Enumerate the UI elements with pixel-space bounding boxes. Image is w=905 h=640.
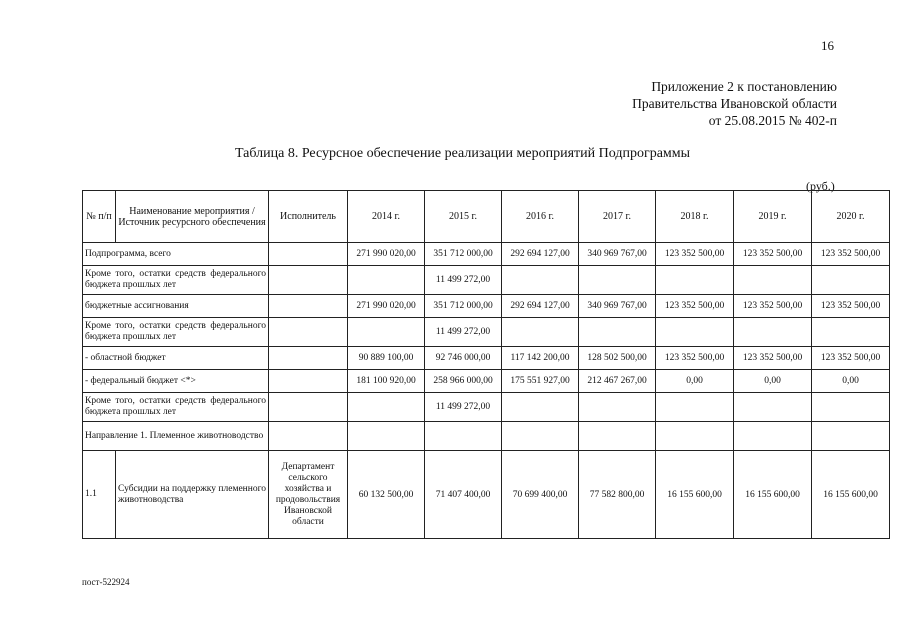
row-value-2014: 271 990 020,00 — [348, 243, 425, 266]
row-executor — [269, 370, 348, 393]
row-value-2017: 340 969 767,00 — [579, 295, 656, 318]
row-value-2019: 123 352 500,00 — [734, 347, 812, 370]
row-value-2014 — [348, 266, 425, 295]
row-value-2020 — [812, 318, 890, 347]
row-label: Кроме того, остатки средств федерального бюджета прошлых лет — [83, 266, 269, 295]
row-value-2016: 175 551 927,00 — [502, 370, 579, 393]
row-value-2014 — [348, 318, 425, 347]
row-value-2017: 212 467 267,00 — [579, 370, 656, 393]
header-year-2018: 2018 г. — [656, 191, 734, 243]
row-value-2020: 0,00 — [812, 370, 890, 393]
header-year-2014: 2014 г. — [348, 191, 425, 243]
header-year-2019: 2019 г. — [734, 191, 812, 243]
table-body — [83, 243, 890, 539]
resource-table — [82, 190, 890, 539]
row-value-2016: 70 699 400,00 — [502, 451, 579, 539]
row-value-2018: 123 352 500,00 — [656, 243, 734, 266]
row-value-2018 — [656, 393, 734, 422]
row-executor — [269, 422, 348, 451]
appendix-line-1: Приложение 2 к постановлению — [651, 79, 837, 94]
row-executor — [269, 347, 348, 370]
row-value-2018: 123 352 500,00 — [656, 295, 734, 318]
row-executor — [269, 318, 348, 347]
table-title: Таблица 8. Ресурсное обеспечение реализации мероприятий Подпрограммы — [234, 146, 691, 161]
row-value-2017: 128 502 500,00 — [579, 347, 656, 370]
row-label: Кроме того, остатки средств федерального бюджета прошлых лет — [83, 393, 269, 422]
row-value-2017 — [579, 318, 656, 347]
row-value-2020: 123 352 500,00 — [812, 243, 890, 266]
row-label: - федеральный бюджет <*> — [83, 370, 269, 393]
row-value-2020 — [812, 393, 890, 422]
row-executor — [269, 243, 348, 266]
row-value-2016 — [502, 266, 579, 295]
row-value-2020 — [812, 422, 890, 451]
row-value-2019 — [734, 266, 812, 295]
table-row — [83, 295, 890, 318]
row-executor — [269, 266, 348, 295]
table-row — [83, 318, 890, 347]
row-value-2015: 11 499 272,00 — [425, 318, 502, 347]
row-value-2019: 123 352 500,00 — [734, 243, 812, 266]
appendix-header — [632, 78, 837, 129]
table-row — [83, 370, 890, 393]
row-value-2020 — [812, 266, 890, 295]
row-value-2014: 271 990 020,00 — [348, 295, 425, 318]
row-label: бюджетные ассигнования — [83, 295, 269, 318]
row-executor — [269, 393, 348, 422]
row-value-2018: 16 155 600,00 — [656, 451, 734, 539]
header-executor: Исполнитель — [269, 191, 348, 243]
row-value-2014 — [348, 393, 425, 422]
row-label: Кроме того, остатки средств федерального бюджета прошлых лет — [83, 318, 269, 347]
row-value-2019: 16 155 600,00 — [734, 451, 812, 539]
table-header-row — [83, 191, 890, 243]
row-value-2017: 77 582 800,00 — [579, 451, 656, 539]
row-value-2019: 0,00 — [734, 370, 812, 393]
page-number: 16 — [821, 38, 834, 53]
table-row — [83, 422, 890, 451]
appendix-line-3: от 25.08.2015 № 402-п — [708, 113, 837, 128]
row-value-2015 — [425, 422, 502, 451]
row-value-2020: 123 352 500,00 — [812, 295, 890, 318]
header-num: № п/п — [83, 191, 116, 243]
appendix-line-2: Правительства Ивановской области — [632, 96, 837, 111]
row-value-2018: 0,00 — [656, 370, 734, 393]
header-year-2020: 2020 г. — [812, 191, 890, 243]
row-value-2016: 292 694 127,00 — [502, 295, 579, 318]
footer-code: пост-522924 — [82, 577, 130, 587]
row-value-2020: 16 155 600,00 — [812, 451, 890, 539]
header-year-2016: 2016 г. — [502, 191, 579, 243]
row-value-2014: 181 100 920,00 — [348, 370, 425, 393]
row-label: Субсидии на поддержку племенного животноводства — [116, 451, 269, 539]
row-value-2014: 60 132 500,00 — [348, 451, 425, 539]
row-value-2016: 117 142 200,00 — [502, 347, 579, 370]
row-executor — [269, 295, 348, 318]
row-value-2016: 292 694 127,00 — [502, 243, 579, 266]
row-value-2017 — [579, 266, 656, 295]
row-value-2014 — [348, 422, 425, 451]
row-number: 1.1 — [83, 451, 116, 539]
table-row — [83, 347, 890, 370]
table-row — [83, 393, 890, 422]
row-value-2018: 123 352 500,00 — [656, 347, 734, 370]
table-row — [83, 451, 890, 539]
row-value-2017: 340 969 767,00 — [579, 243, 656, 266]
row-value-2018 — [656, 318, 734, 347]
header-name: Наименование мероприятия / Источник ресурсного обеспечения — [116, 191, 269, 243]
row-label: Направление 1. Племенное животноводство — [83, 422, 269, 451]
row-value-2018 — [656, 266, 734, 295]
row-value-2015: 351 712 000,00 — [425, 295, 502, 318]
row-value-2019: 123 352 500,00 — [734, 295, 812, 318]
row-value-2019 — [734, 422, 812, 451]
row-value-2016 — [502, 393, 579, 422]
row-value-2014: 90 889 100,00 — [348, 347, 425, 370]
row-value-2020: 123 352 500,00 — [812, 347, 890, 370]
row-value-2019 — [734, 393, 812, 422]
row-executor: Департамент сельского хозяйства и продовольствия Ивановской области — [269, 451, 348, 539]
header-year-2015: 2015 г. — [425, 191, 502, 243]
row-label: - областной бюджет — [83, 347, 269, 370]
row-value-2017 — [579, 422, 656, 451]
row-value-2016 — [502, 422, 579, 451]
row-value-2015: 351 712 000,00 — [425, 243, 502, 266]
row-value-2017 — [579, 393, 656, 422]
row-value-2015: 258 966 000,00 — [425, 370, 502, 393]
row-value-2015: 92 746 000,00 — [425, 347, 502, 370]
currency-unit: (руб.) — [806, 179, 835, 193]
header-year-2017: 2017 г. — [579, 191, 656, 243]
row-value-2016 — [502, 318, 579, 347]
row-value-2015: 11 499 272,00 — [425, 266, 502, 295]
row-label: Подпрограмма, всего — [83, 243, 269, 266]
row-value-2015: 11 499 272,00 — [425, 393, 502, 422]
row-value-2019 — [734, 318, 812, 347]
row-value-2018 — [656, 422, 734, 451]
table-row — [83, 266, 890, 295]
row-value-2015: 71 407 400,00 — [425, 451, 502, 539]
table-row — [83, 243, 890, 266]
